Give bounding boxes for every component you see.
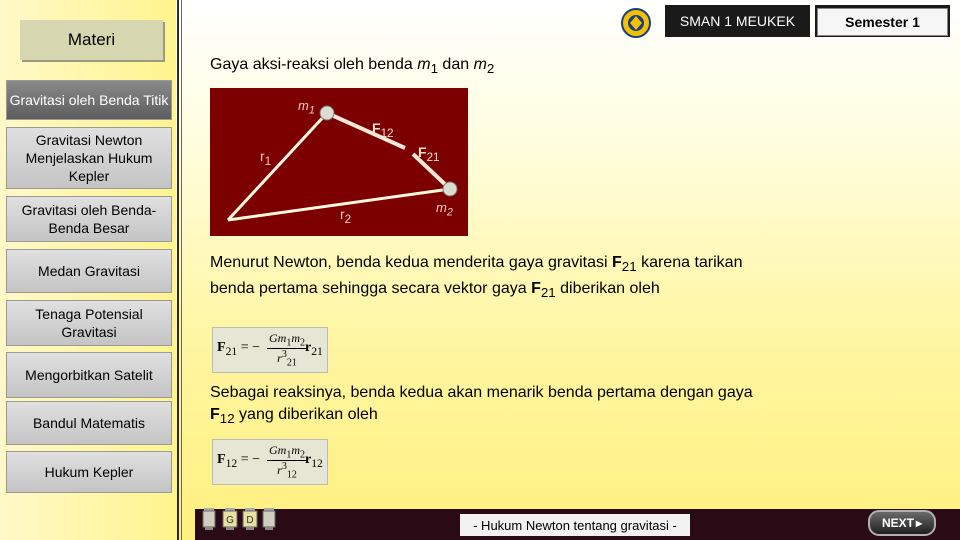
formula-f12-fraction bbox=[267, 443, 307, 481]
formula-f21-rhs: $r_{21}$ bbox=[305, 340, 323, 358]
sidebar-item-gravitasi-benda-besar[interactable]: Gravitasi oleh Benda-Benda Besar bbox=[6, 196, 172, 242]
semester-label: Semester 1 bbox=[817, 8, 948, 36]
next-button[interactable]: NEXT ▸ bbox=[868, 510, 936, 536]
sidebar-item-bandul-matematis[interactable]: Bandul Matematis bbox=[6, 401, 172, 445]
formula-f21-numerator: $Gm_1m_2$ bbox=[269, 331, 306, 349]
semester-banner bbox=[815, 5, 950, 37]
guru-button-icon[interactable] bbox=[222, 508, 238, 530]
slide-heading: Gaya aksi-reaksi oleh benda $m_1$ dan $m_2$ bbox=[210, 56, 495, 77]
r2-label: $r_2$ bbox=[340, 206, 352, 226]
school-logo-icon bbox=[621, 8, 651, 38]
f12-label: $F_{12}$ bbox=[372, 120, 394, 140]
sidebar-divider bbox=[177, 0, 179, 540]
home-button-icon[interactable] bbox=[202, 508, 216, 530]
paragraph-reaksi: Sebagai reaksinya, benda kedua akan menarik benda pertama dengan gaya $F_{12}$ yang diberikan oleh bbox=[210, 384, 753, 427]
svg-text:D: D bbox=[246, 515, 254, 526]
sidebar-item-medan-gravitasi[interactable]: Medan Gravitasi bbox=[6, 249, 172, 293]
r1-vector bbox=[228, 113, 327, 220]
m1-mass bbox=[320, 106, 334, 120]
paragraph-newton: Menurut Newton, benda kedua menderita gaya gravitasi $F_{21}$ karena tarikan benda pertama sehingga secara vektor gaya $F_{21}$ diberikan oleh bbox=[210, 254, 743, 301]
sidebar-item-mengorbitkan-satelit[interactable]: Mengorbitkan Satelit bbox=[6, 352, 172, 398]
school-name-banner: SMAN 1 MEUKEK bbox=[665, 5, 810, 37]
formula-f12 bbox=[212, 439, 328, 485]
tool-button-icon[interactable] bbox=[262, 508, 276, 530]
r2-vector bbox=[228, 189, 450, 220]
diskusi-button-icon[interactable] bbox=[242, 508, 258, 530]
sidebar-item-gravitasi-newton-kepler[interactable]: Gravitasi Newton Menjelaskan Hukum Kepler bbox=[6, 127, 172, 189]
sidebar-title: Materi bbox=[20, 20, 163, 60]
formula-f12-denominator: $r^3_{12}$ bbox=[277, 461, 297, 481]
m2-mass bbox=[443, 182, 457, 196]
sidebar-item-tenaga-potensial[interactable]: Tenaga Potensial Gravitasi bbox=[6, 300, 172, 346]
sidebar-item-hukum-kepler[interactable]: Hukum Kepler bbox=[6, 451, 172, 493]
next-arrow-icon: ▸ bbox=[915, 516, 923, 530]
formula-f21-lhs: $F_{21}$ = − bbox=[217, 340, 261, 358]
footer-title: - Hukum Newton tentang gravitasi - bbox=[460, 514, 690, 536]
formula-f12-rhs: $r_{12}$ bbox=[305, 452, 323, 470]
formula-f21-denominator: $r^3_{21}$ bbox=[277, 349, 297, 369]
sidebar-divider-thin bbox=[181, 0, 182, 540]
m1-label: $m_1$ bbox=[298, 98, 315, 117]
svg-text:G: G bbox=[226, 515, 234, 526]
formula-f21-fraction bbox=[267, 331, 307, 369]
sidebar-item-gravitasi-benda-titik[interactable]: Gravitasi oleh Benda Titik bbox=[6, 80, 172, 120]
f21-label: $F_{21}$ bbox=[418, 144, 440, 164]
force-diagram bbox=[210, 88, 468, 236]
m2-label: $m_2$ bbox=[436, 200, 453, 219]
r1-label: $r_1$ bbox=[260, 148, 272, 168]
formula-f12-numerator: $Gm_1m_2$ bbox=[269, 443, 306, 461]
formula-f12-lhs: $F_{12}$ = − bbox=[217, 452, 261, 470]
formula-f21 bbox=[212, 327, 328, 373]
